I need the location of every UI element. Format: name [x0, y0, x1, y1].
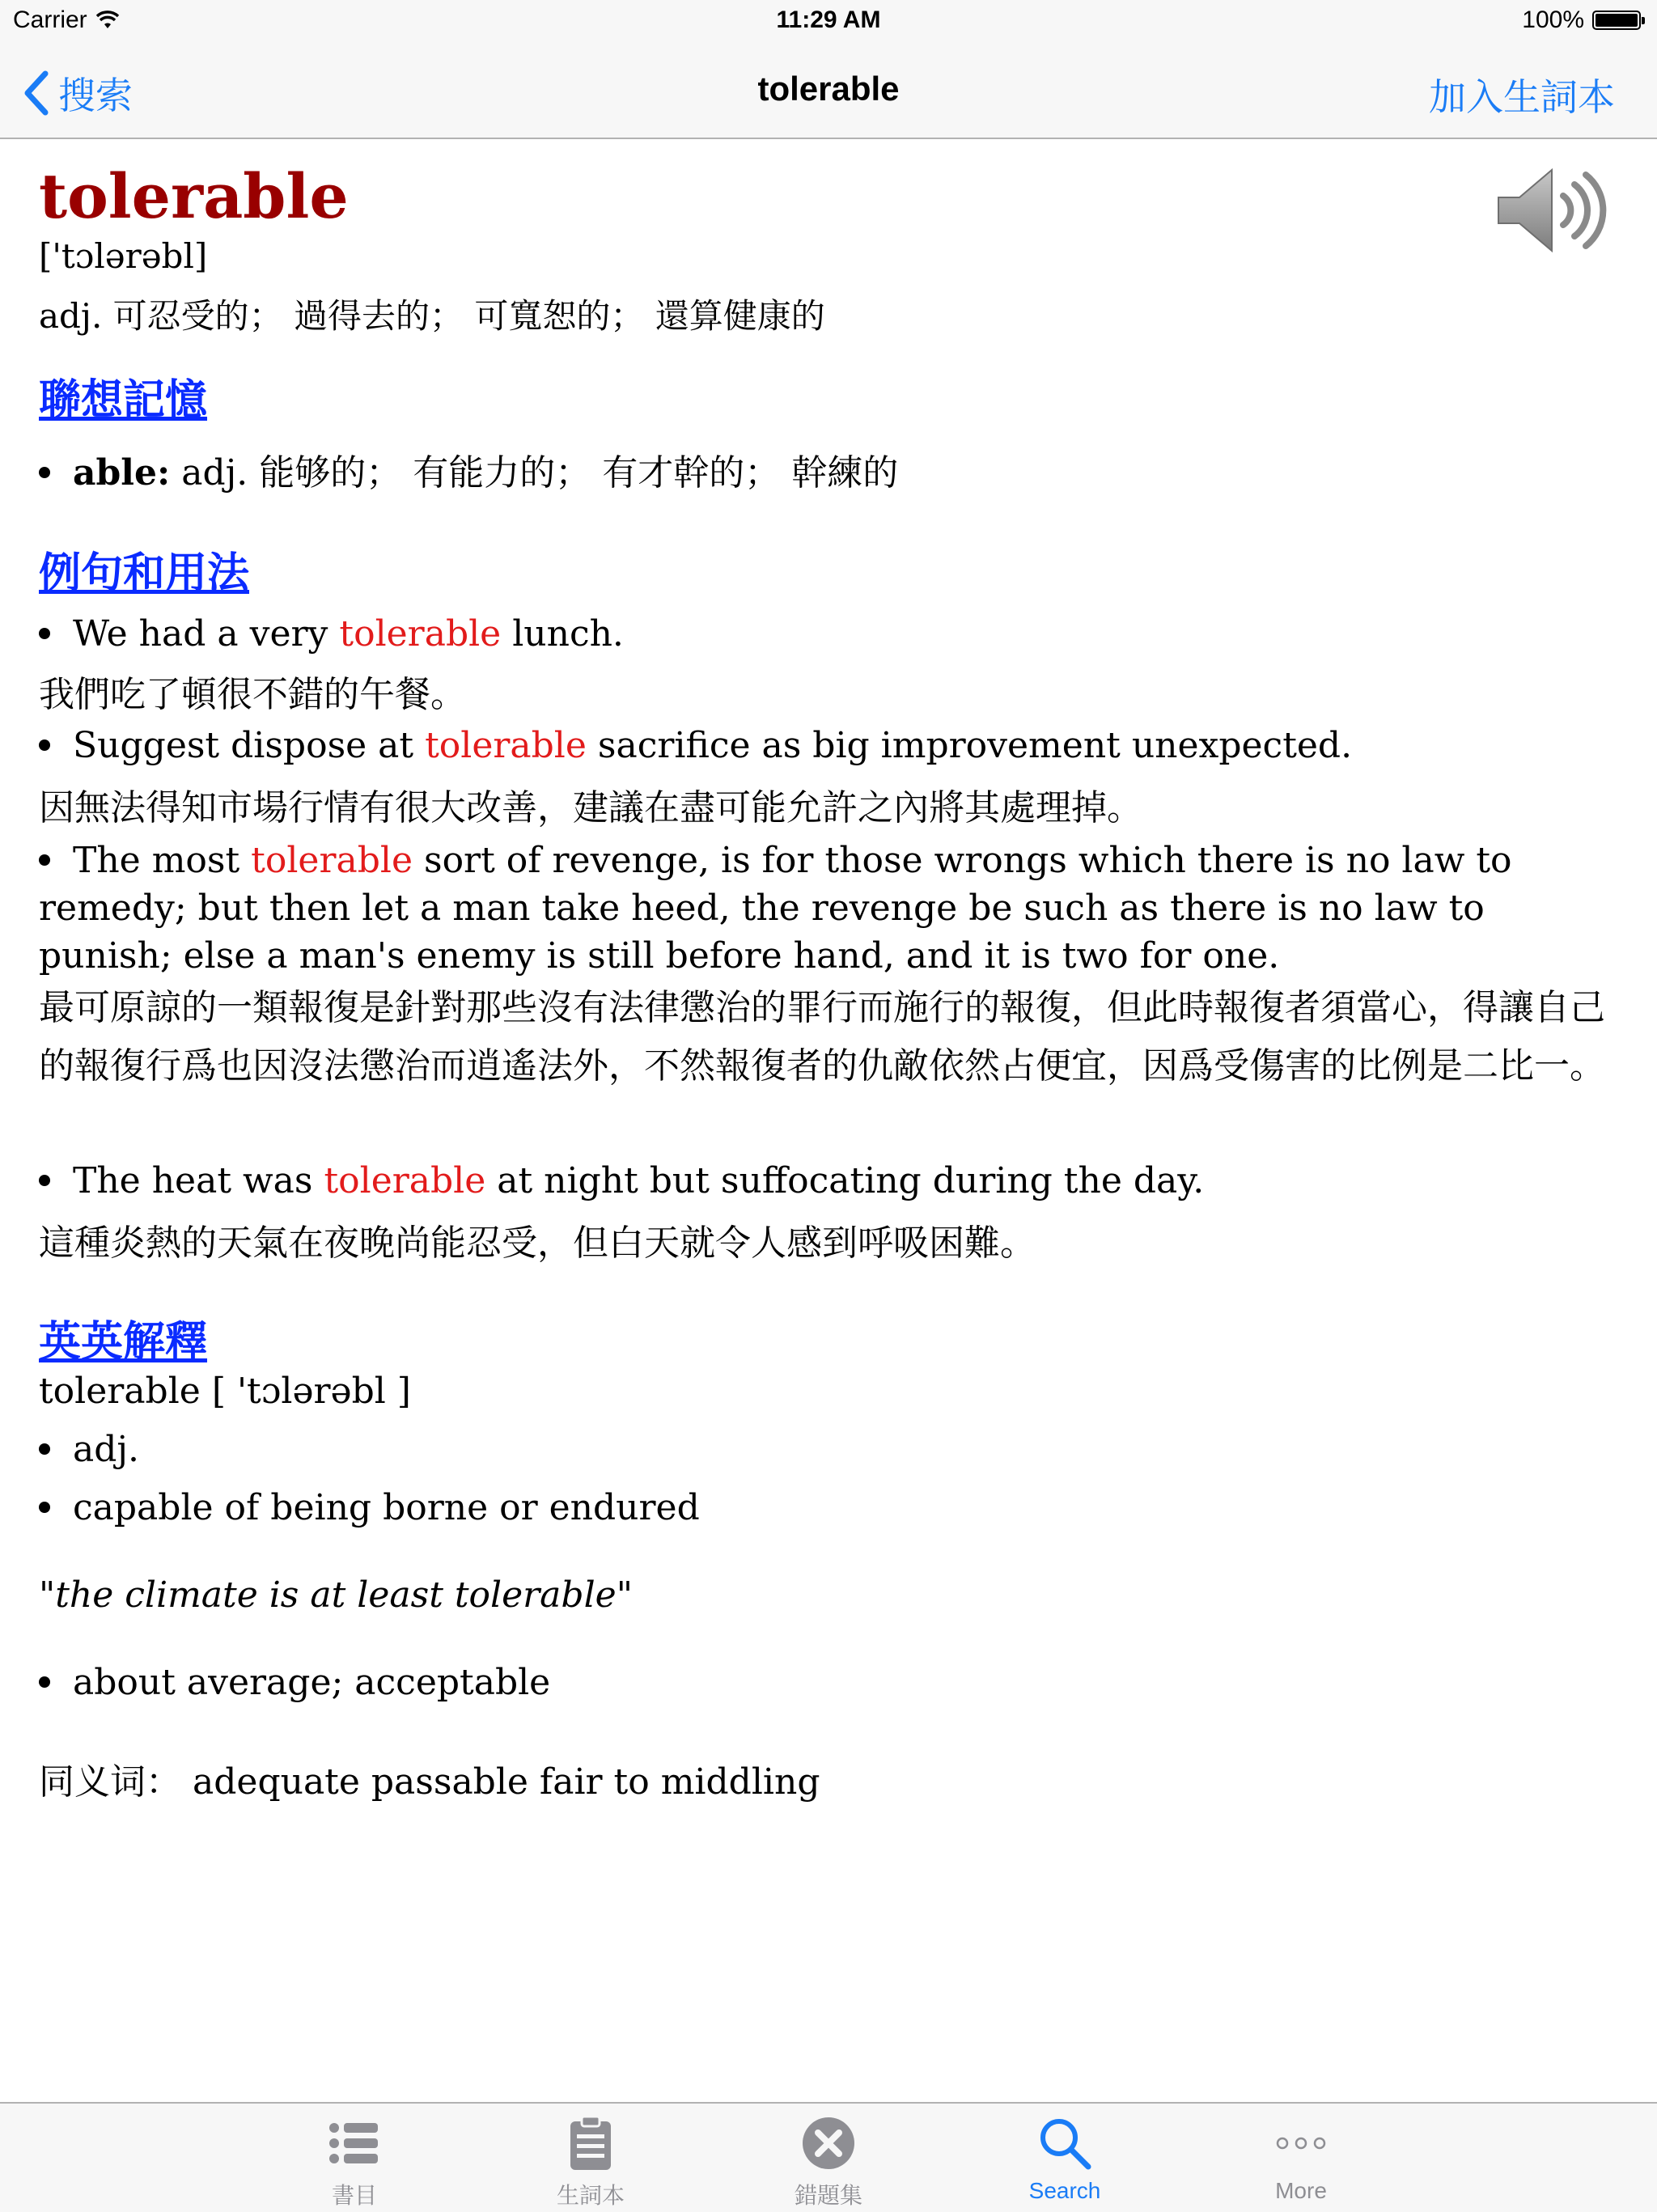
tab-bar [0, 2102, 1657, 2212]
clipboard-icon [562, 2115, 619, 2172]
search-icon [1036, 2115, 1093, 2172]
example-translation: 我們吃了頓很不錯的午餐。 [39, 674, 466, 715]
x-circle-icon [800, 2115, 857, 2172]
example-sentence: We had a very tolerable lunch. [39, 613, 624, 655]
example-sentence: The most tolerable sort of revenge, is for those wrongs which there is no law to remedy; but then let a man take heed, the revenge be such as there is no law to punish; else a man's enemy is still before hand, and it is two for one. [39, 840, 1512, 977]
phonetic: ['tɔlərəbl] [39, 236, 208, 276]
tab-catalog[interactable]: 書目 [233, 2104, 476, 2212]
list-icon [326, 2115, 383, 2172]
back-label: 搜索 [58, 74, 133, 117]
tab-search[interactable]: Search [943, 2104, 1186, 2212]
tab-vocabulary[interactable]: 生詞本 [469, 2104, 712, 2212]
headword: tolerable [39, 160, 349, 232]
carrier-label: Carrier [13, 6, 87, 33]
list-item: adj. [39, 1429, 139, 1470]
example-translation: 因無法得知市場行情有很大改善，建議在盡可能允許之內將其處理掉。 [39, 787, 1142, 828]
list-item: capable of being borne or endured [39, 1487, 700, 1528]
example-sentence: The heat was tolerable at night but suffocating during the day. [39, 1160, 1204, 1201]
section-title-examples[interactable]: 例句和用法 [39, 549, 250, 598]
tab-mistakes[interactable]: 錯題集 [707, 2104, 950, 2212]
section-title-english[interactable]: 英英解釋 [39, 1317, 208, 1367]
example-translation: 這種炎熱的天氣在夜晚尚能忍受，但白天就令人感到呼吸困難。 [39, 1223, 1036, 1264]
battery-icon [1592, 11, 1641, 30]
navigation-bar [0, 45, 1657, 139]
example-sentence: Suggest dispose at tolerable sacrifice as big improvement unexpected. [39, 725, 1352, 766]
battery-percent: 100% [1522, 6, 1584, 33]
synonyms-list: adequate passable fair to middling [193, 1761, 820, 1803]
page-title: tolerable [757, 70, 900, 108]
add-to-vocab-button[interactable]: 加入生詞本 [1429, 76, 1615, 118]
definition: adj. 可忍受的； 過得去的； 可寬恕的； 還算健康的 [39, 296, 825, 336]
list-item: about average; acceptable [39, 1662, 550, 1703]
status-time: 11:29 AM [776, 6, 881, 33]
status-bar [0, 0, 1657, 45]
synonyms-label: 同义词： [39, 1761, 181, 1803]
english-headword: tolerable [ 'tɔlərəbl ] [39, 1371, 411, 1412]
section-title-memory[interactable]: 聯想記憶 [39, 375, 208, 425]
list-item: able: adj. 能够的； 有能力的； 有才幹的； 幹練的 [39, 443, 898, 495]
tab-more[interactable]: More [1180, 2104, 1422, 2212]
example-translation: 最可原諒的一類報復是針對那些沒有法律懲治的罪行而施行的報復，但此時報復者須當心，得讓自己的報復行爲也因沒法懲治而逍遙法外，不然報復者的仇敵依然占便宜，因爲受傷害的比例是二比一。 [39, 987, 1605, 1087]
speaker-icon[interactable] [1495, 162, 1608, 259]
synonyms [39, 1752, 1625, 1804]
more-icon [1273, 2115, 1329, 2172]
example-quote: "the climate is at least tolerable" [39, 1574, 633, 1616]
